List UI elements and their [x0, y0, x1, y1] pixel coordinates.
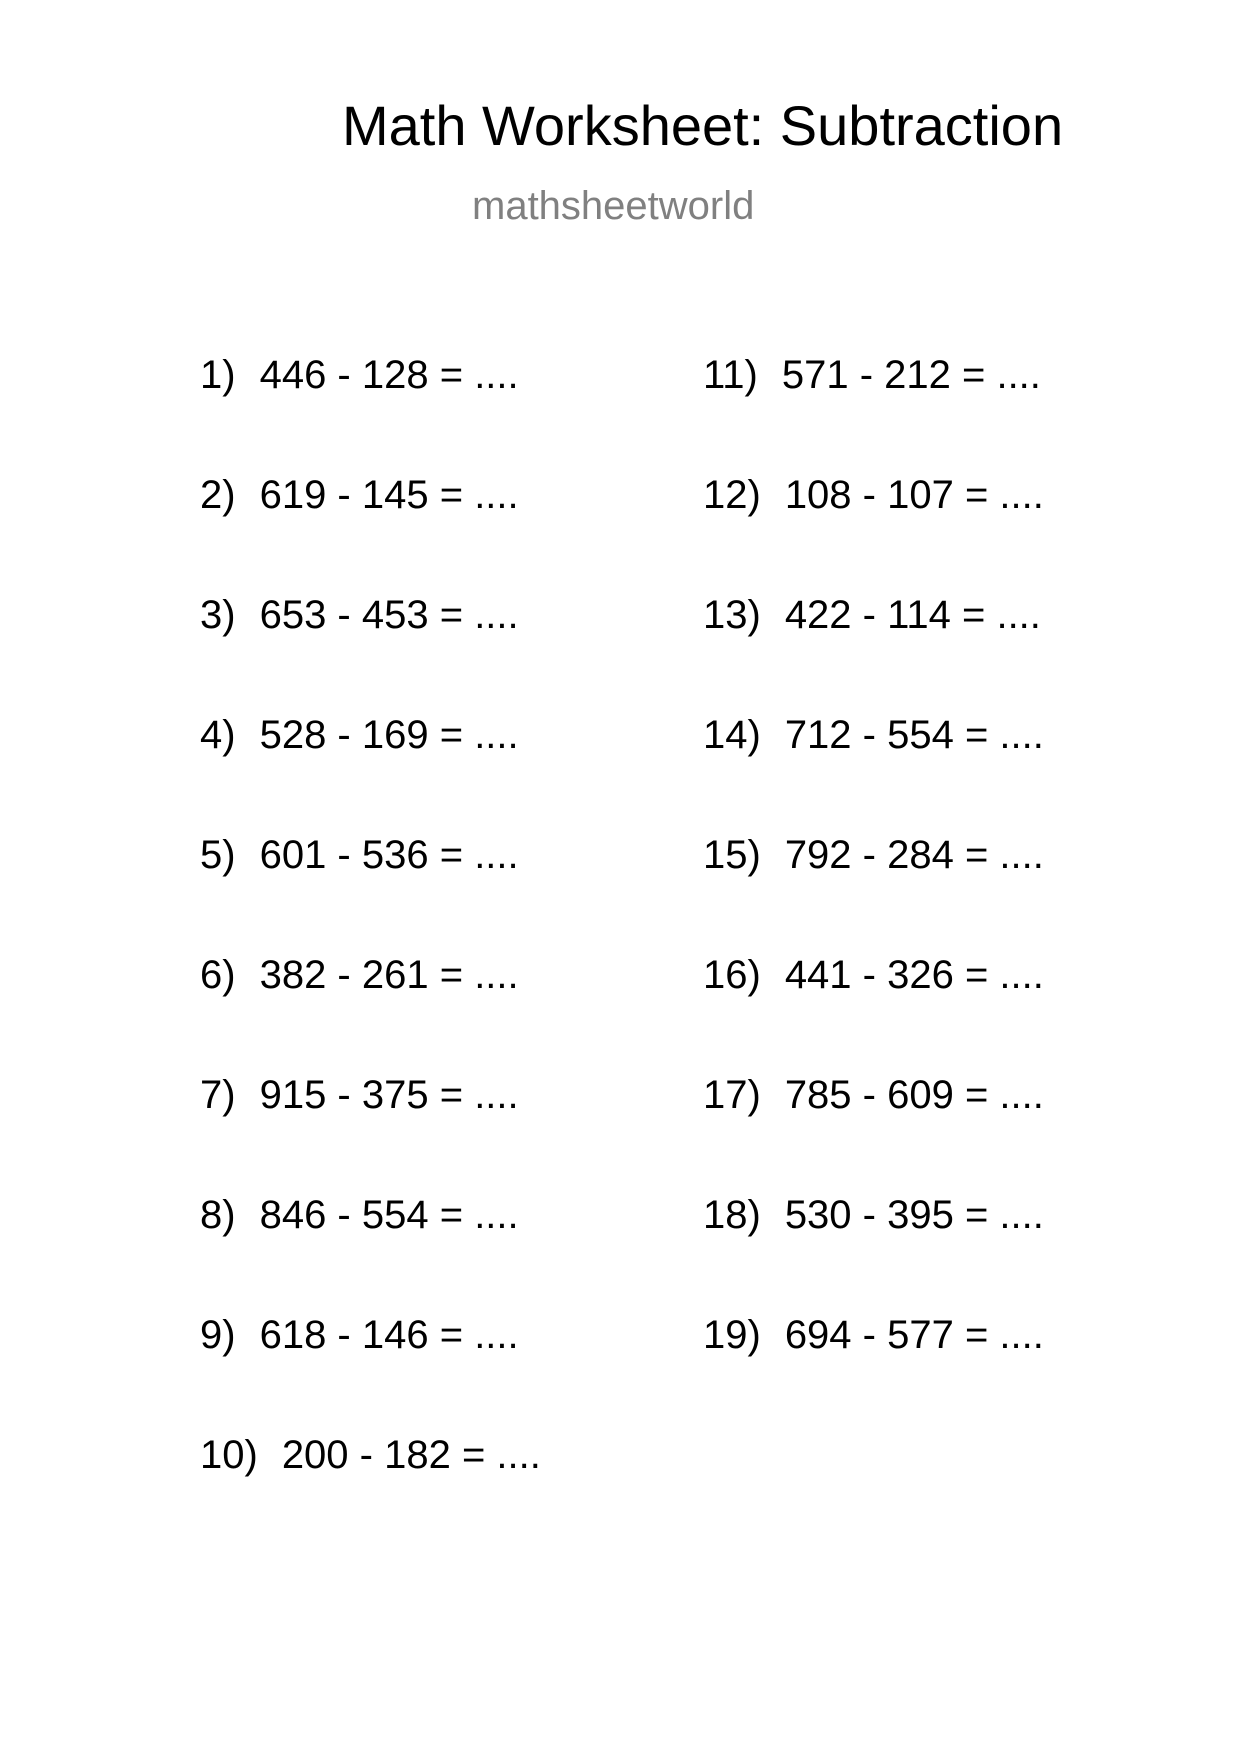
problem-item	[703, 955, 1044, 1075]
problem-number: 5)	[200, 833, 236, 877]
problem-number: 17)	[703, 1073, 761, 1117]
problem-expression: 694 - 577 = ....	[784, 1313, 1044, 1357]
problem-number: 19)	[703, 1313, 761, 1357]
problems-column-right	[703, 355, 1044, 1435]
problem-number: 1)	[200, 353, 236, 397]
problem-number: 4)	[200, 713, 236, 757]
problem-number: 10)	[200, 1433, 258, 1477]
problem-number: 16)	[703, 953, 761, 997]
problem-item	[703, 595, 1044, 715]
problem-number: 13)	[703, 593, 761, 637]
problem-expression: 712 - 554 = ....	[784, 713, 1044, 757]
problem-expression: 915 - 375 = ....	[259, 1073, 519, 1117]
problem-number: 8)	[200, 1193, 236, 1237]
problem-expression: 601 - 536 = ....	[259, 833, 519, 877]
problem-item	[703, 835, 1044, 955]
problem-expression: 441 - 326 = ....	[784, 953, 1044, 997]
problem-number: 14)	[703, 713, 761, 757]
problem-item	[200, 595, 541, 715]
problem-expression: 528 - 169 = ....	[259, 713, 519, 757]
problem-item	[703, 715, 1044, 835]
problem-item	[200, 715, 541, 835]
problem-expression: 446 - 128 = ....	[259, 353, 519, 397]
problem-item	[703, 1195, 1044, 1315]
problems-column-left	[200, 355, 541, 1555]
problem-expression: 108 - 107 = ....	[784, 473, 1044, 517]
problem-expression: 653 - 453 = ....	[259, 593, 519, 637]
problem-item	[200, 355, 541, 475]
problem-item	[200, 1315, 541, 1435]
problem-item	[200, 1075, 541, 1195]
problem-expression: 382 - 261 = ....	[259, 953, 519, 997]
problem-item	[200, 475, 541, 595]
problem-expression: 785 - 609 = ....	[784, 1073, 1044, 1117]
problem-number: 18)	[703, 1193, 761, 1237]
problem-number: 3)	[200, 593, 236, 637]
problem-item	[200, 1435, 541, 1555]
problem-number: 2)	[200, 473, 236, 517]
problem-expression: 530 - 395 = ....	[784, 1193, 1044, 1237]
problem-number: 11)	[703, 353, 758, 397]
worksheet-title: Math Worksheet: Subtraction	[342, 94, 1064, 157]
problem-number: 6)	[200, 953, 236, 997]
problem-number: 9)	[200, 1313, 236, 1357]
problem-item	[200, 835, 541, 955]
problem-number: 7)	[200, 1073, 236, 1117]
problem-item	[703, 475, 1044, 595]
problem-expression: 792 - 284 = ....	[784, 833, 1044, 877]
problem-expression: 846 - 554 = ....	[259, 1193, 519, 1237]
problem-item	[703, 1075, 1044, 1195]
problem-expression: 571 - 212 = ....	[781, 353, 1041, 397]
problem-expression: 200 - 182 = ....	[281, 1433, 541, 1477]
problem-expression: 618 - 146 = ....	[259, 1313, 519, 1357]
problem-expression: 619 - 145 = ....	[259, 473, 519, 517]
problem-item	[703, 1315, 1044, 1435]
problem-number: 12)	[703, 473, 761, 517]
worksheet-source: mathsheetworld	[472, 184, 755, 228]
problem-item	[703, 355, 1044, 475]
problem-item	[200, 1195, 541, 1315]
problem-expression: 422 - 114 = ....	[784, 593, 1041, 637]
problem-item	[200, 955, 541, 1075]
problem-number: 15)	[703, 833, 761, 877]
